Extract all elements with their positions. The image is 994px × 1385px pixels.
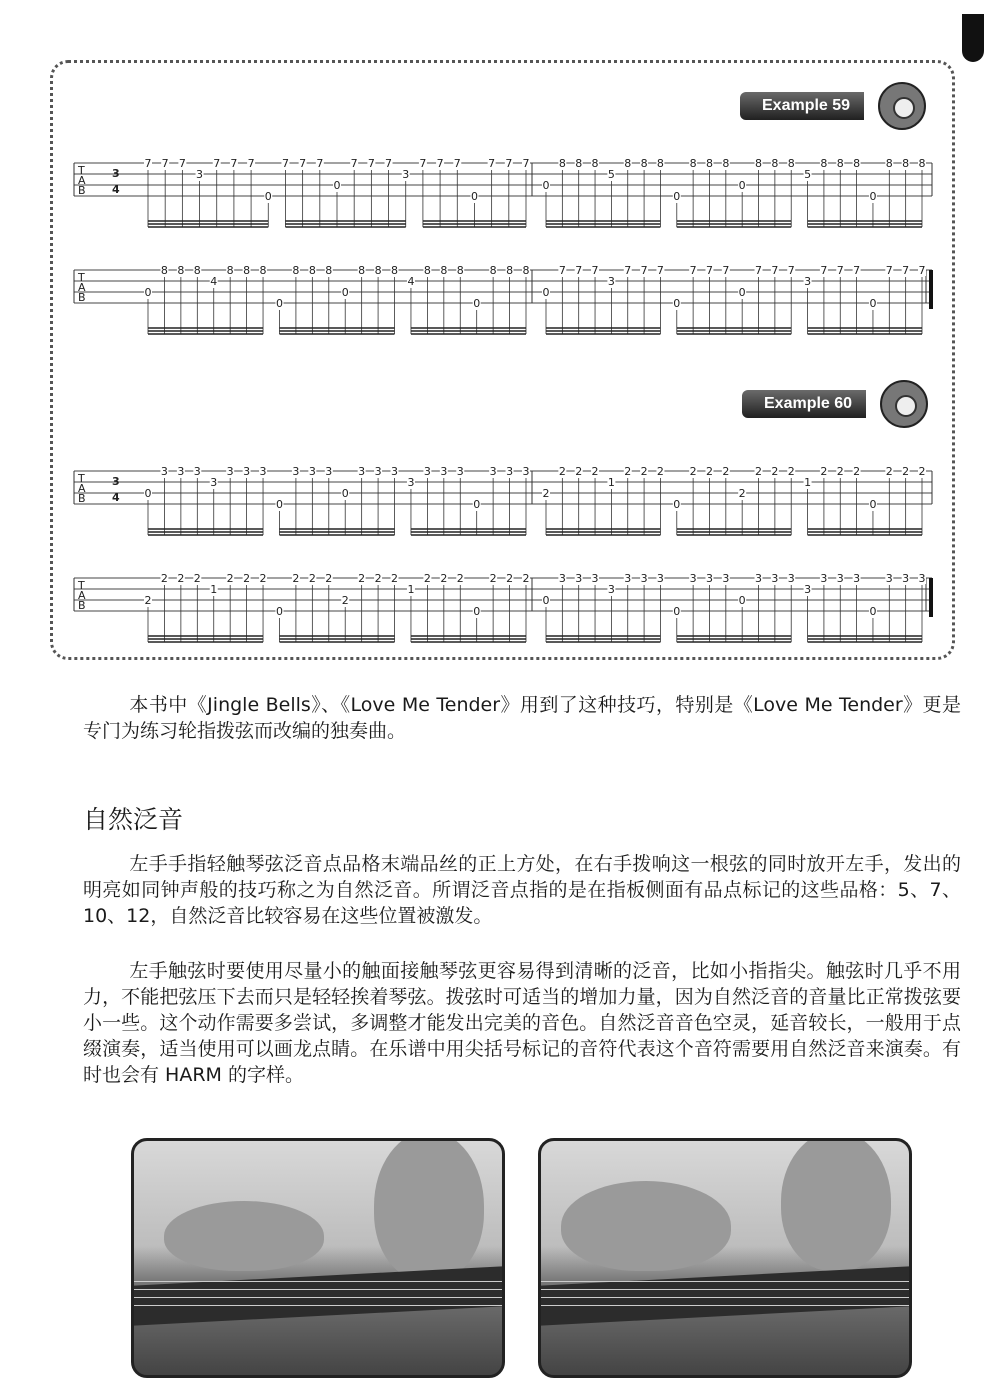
fret-number: 8 — [440, 264, 448, 277]
fret-number: 3 — [705, 572, 713, 585]
fret-number: 7 — [591, 264, 599, 277]
fret-number: 2 — [259, 572, 267, 585]
guitar-string — [134, 1281, 502, 1282]
fret-number: 7 — [213, 157, 221, 170]
fret-number: 3 — [292, 465, 300, 478]
fret-number: 2 — [341, 594, 349, 607]
fret-number: 0 — [341, 487, 349, 500]
fret-number: 2 — [853, 465, 861, 478]
tab-clef-letter: A — [78, 589, 86, 602]
fret-number: 0 — [738, 594, 746, 607]
fret-number: 8 — [885, 157, 893, 170]
fret-number: 0 — [275, 297, 283, 310]
fret-number: 8 — [558, 157, 566, 170]
fret-number: 8 — [193, 264, 201, 277]
final-barline — [929, 270, 933, 309]
fret-number: 2 — [558, 465, 566, 478]
fret-number: 3 — [160, 465, 168, 478]
fret-number: 3 — [358, 465, 366, 478]
fret-number: 7 — [771, 264, 779, 277]
fret-number: 7 — [505, 157, 513, 170]
fret-number: 0 — [673, 605, 681, 618]
fret-number: 0 — [275, 498, 283, 511]
fret-number: 0 — [869, 190, 877, 203]
fret-number: 2 — [358, 572, 366, 585]
right-hand-shape — [374, 1138, 484, 1281]
tab-system-1 — [70, 155, 940, 235]
fret-number: 3 — [177, 465, 185, 478]
photo-harmonic-left — [131, 1138, 505, 1378]
fret-number: 3 — [243, 465, 251, 478]
fret-number: 3 — [804, 583, 812, 596]
fret-number: 8 — [160, 264, 168, 277]
tab-clef-letter: A — [78, 174, 86, 187]
fret-number: 0 — [673, 498, 681, 511]
fret-number: 7 — [385, 157, 393, 170]
fret-number: 3 — [689, 572, 697, 585]
section-heading: 自然泛音 — [83, 805, 184, 834]
fret-number: 3 — [820, 572, 828, 585]
fret-number: 3 — [787, 572, 795, 585]
fret-number: 2 — [640, 465, 648, 478]
fret-number: 7 — [705, 264, 713, 277]
fret-number: 7 — [161, 157, 169, 170]
fret-number: 3 — [902, 572, 910, 585]
fret-number: 3 — [325, 465, 333, 478]
fret-number: 0 — [473, 605, 481, 618]
left-hand-shape — [561, 1181, 731, 1271]
fret-number: 3 — [656, 572, 664, 585]
fret-number: 2 — [243, 572, 251, 585]
fret-number: 3 — [722, 572, 730, 585]
fret-number: 7 — [316, 157, 324, 170]
fret-number: 2 — [391, 572, 399, 585]
fret-number: 3 — [506, 465, 514, 478]
fret-number: 8 — [722, 157, 730, 170]
fret-number: 3 — [402, 168, 410, 181]
time-sig-bottom: 4 — [112, 183, 120, 196]
fret-number: 2 — [656, 465, 664, 478]
example-60-badge — [742, 380, 952, 428]
fret-number: 8 — [226, 264, 234, 277]
fret-number: 7 — [902, 264, 910, 277]
fret-number: 8 — [391, 264, 399, 277]
fret-number: 8 — [325, 264, 333, 277]
example-60-label: Example 60 — [742, 390, 866, 418]
fret-number: 4 — [407, 275, 415, 288]
fret-number: 7 — [755, 264, 763, 277]
time-sig-top: 3 — [112, 475, 120, 488]
fret-number: 8 — [522, 264, 530, 277]
guitar-string — [541, 1297, 909, 1298]
fret-number: 8 — [423, 264, 431, 277]
fret-number: 7 — [178, 157, 186, 170]
fret-number: 2 — [456, 572, 464, 585]
fret-number: 0 — [869, 498, 877, 511]
example-59-badge — [740, 82, 950, 130]
fret-number: 3 — [374, 465, 382, 478]
fret-number: 2 — [738, 487, 746, 500]
fret-number: 7 — [522, 157, 530, 170]
fret-number: 7 — [689, 264, 697, 277]
fret-number: 3 — [489, 465, 497, 478]
fret-number: 2 — [771, 465, 779, 478]
fret-number: 7 — [656, 264, 664, 277]
fret-number: 3 — [607, 583, 615, 596]
fret-number: 3 — [407, 476, 415, 489]
guitar-string — [541, 1281, 909, 1282]
fret-number: 3 — [755, 572, 763, 585]
tab-system-4 — [70, 570, 940, 650]
fret-number: 2 — [144, 594, 152, 607]
guitar-string — [134, 1297, 502, 1298]
fret-number: 7 — [836, 264, 844, 277]
fret-number: 3 — [423, 465, 431, 478]
fret-number: 8 — [820, 157, 828, 170]
fret-number: 3 — [391, 465, 399, 478]
fret-number: 0 — [673, 190, 681, 203]
fret-number: 3 — [456, 465, 464, 478]
paragraph-1-text: 左手手指轻触琴弦泛音点品格末端品丝的正上方处，在右手拨响这一根弦的同时放开左手，发出的明亮如同钟声般的技巧称之为自然泛音。所谓泛音点指的是在指板侧面有品点标记的这些品格：5、7、10、12，自然泛音比较容易在这些位置被激发。 — [83, 853, 961, 927]
fret-number: 0 — [673, 297, 681, 310]
page-corner-tab — [962, 14, 984, 62]
fret-number: 7 — [624, 264, 632, 277]
fret-number: 1 — [407, 583, 415, 596]
fret-number: 8 — [902, 157, 910, 170]
fret-number: 2 — [160, 572, 168, 585]
fret-number: 3 — [558, 572, 566, 585]
guitar-neck — [541, 1266, 909, 1325]
fret-number: 8 — [358, 264, 366, 277]
fret-number: 0 — [333, 179, 341, 192]
fret-number: 3 — [607, 275, 615, 288]
film-reel-icon — [880, 380, 928, 428]
fret-number: 8 — [755, 157, 763, 170]
fret-number: 7 — [247, 157, 255, 170]
fret-number: 8 — [705, 157, 713, 170]
fret-number: 8 — [656, 157, 664, 170]
fret-number: 1 — [607, 476, 615, 489]
fret-number: 2 — [177, 572, 185, 585]
fret-number: 2 — [489, 572, 497, 585]
fret-number: 3 — [308, 465, 316, 478]
fret-number: 7 — [436, 157, 444, 170]
fret-number: 8 — [624, 157, 632, 170]
fret-number: 2 — [542, 487, 550, 500]
paragraph-2 — [83, 958, 961, 1088]
fret-number: 2 — [705, 465, 713, 478]
fret-number: 0 — [738, 286, 746, 299]
fret-number: 3 — [640, 572, 648, 585]
fret-number: 3 — [575, 572, 583, 585]
fret-number: 2 — [440, 572, 448, 585]
fret-number: 0 — [542, 594, 550, 607]
right-hand-shape — [781, 1138, 891, 1271]
fret-number: 0 — [738, 179, 746, 192]
fret-number: 7 — [918, 264, 926, 277]
guitar-neck — [134, 1266, 502, 1325]
fret-number: 2 — [787, 465, 795, 478]
fret-number: 3 — [853, 572, 861, 585]
fret-number: 3 — [226, 465, 234, 478]
fret-number: 2 — [193, 572, 201, 585]
fret-number: 8 — [853, 157, 861, 170]
fret-number: 3 — [804, 275, 812, 288]
fret-number: 8 — [689, 157, 697, 170]
fret-number: 0 — [542, 286, 550, 299]
fret-number: 2 — [522, 572, 530, 585]
fret-number: 5 — [607, 168, 615, 181]
guitar-string — [134, 1305, 502, 1306]
fret-number: 2 — [918, 465, 926, 478]
fret-number: 7 — [367, 157, 375, 170]
fret-number: 2 — [292, 572, 300, 585]
fret-number: 2 — [836, 465, 844, 478]
paragraph-2-text: 左手触弦时要使用尽量小的触面接触琴弦更容易得到清晰的泛音，比如小指指尖。触弦时几乎不用力，不能把弦压下去而只是轻轻挨着琴弦。拨弦时可适当的增加力量，因为自然泛音的音量比正常拨弦要小一些。这个动作需要多尝试，多调整才能发出完美的音色。自然泛音音色空灵，延音较长，一般用于点缀演奏，适当使用可以画龙点睛。在乐谱中用尖括号标记的音符代表这个音符需要用自然泛音来演奏。有时也会有 HARM 的字样。 — [83, 960, 961, 1086]
fret-number: 4 — [210, 275, 218, 288]
tab-clef-letter: B — [78, 599, 86, 612]
fret-number: 2 — [325, 572, 333, 585]
fret-number: 0 — [542, 179, 550, 192]
fret-number: 8 — [771, 157, 779, 170]
fret-number: 3 — [440, 465, 448, 478]
fret-number: 1 — [210, 583, 218, 596]
fret-number: 7 — [787, 264, 795, 277]
fret-number: 0 — [144, 286, 152, 299]
fret-number: 7 — [299, 157, 307, 170]
fret-number: 8 — [177, 264, 185, 277]
fret-number: 3 — [259, 465, 267, 478]
tab-clef-letter: T — [78, 164, 85, 177]
fret-number: 8 — [506, 264, 514, 277]
fret-number: 7 — [281, 157, 289, 170]
fret-number: 2 — [423, 572, 431, 585]
fret-number: 3 — [522, 465, 530, 478]
fret-number: 2 — [689, 465, 697, 478]
fret-number: 7 — [722, 264, 730, 277]
fret-number: 8 — [292, 264, 300, 277]
tab-clef-letter: A — [78, 482, 86, 495]
fret-number: 7 — [350, 157, 358, 170]
fret-number: 8 — [918, 157, 926, 170]
tab-clef-letter: T — [78, 271, 85, 284]
tab-clef-letter: T — [78, 472, 85, 485]
left-hand-shape — [164, 1201, 324, 1271]
tab-clef-letter: B — [78, 492, 86, 505]
fret-number: 8 — [575, 157, 583, 170]
fret-number: 3 — [624, 572, 632, 585]
fret-number: 3 — [193, 465, 201, 478]
fret-number: 7 — [558, 264, 566, 277]
paragraph-1 — [83, 851, 961, 929]
fret-number: 3 — [918, 572, 926, 585]
tab-clef-letter: B — [78, 184, 86, 197]
fret-number: 2 — [575, 465, 583, 478]
fret-number: 8 — [259, 264, 267, 277]
tab-clef-letter: A — [78, 281, 86, 294]
fret-number: 0 — [341, 286, 349, 299]
fret-number: 7 — [144, 157, 152, 170]
fret-number: 7 — [853, 264, 861, 277]
intro-text: 本书中《Jingle Bells》、《Love Me Tender》用到了这种技巧，特别是《Love Me Tender》更是专门为练习轮指拨弦而改编的独奏曲。 — [83, 694, 961, 742]
fret-number: 2 — [624, 465, 632, 478]
fret-number: 0 — [275, 605, 283, 618]
fret-number: 3 — [210, 476, 218, 489]
fret-number: 0 — [470, 190, 478, 203]
final-barline — [929, 578, 933, 617]
fret-number: 7 — [820, 264, 828, 277]
fret-number: 0 — [473, 297, 481, 310]
tab-system-3 — [70, 463, 940, 543]
fret-number: 7 — [419, 157, 427, 170]
tab-clef-letter: B — [78, 291, 86, 304]
fret-number: 0 — [264, 190, 272, 203]
fret-number: 8 — [591, 157, 599, 170]
fret-number: 2 — [506, 572, 514, 585]
fret-number: 7 — [453, 157, 461, 170]
fret-number: 2 — [820, 465, 828, 478]
fret-number: 0 — [869, 605, 877, 618]
photo-harmonic-right — [538, 1138, 912, 1378]
example-59-label: Example 59 — [740, 92, 864, 120]
fret-number: 2 — [374, 572, 382, 585]
fret-number: 8 — [489, 264, 497, 277]
intro-paragraph — [83, 692, 961, 744]
fret-number: 3 — [836, 572, 844, 585]
fret-number: 0 — [869, 297, 877, 310]
fret-number: 8 — [787, 157, 795, 170]
fret-number: 0 — [473, 498, 481, 511]
guitar-string — [134, 1289, 502, 1290]
fret-number: 7 — [575, 264, 583, 277]
fret-number: 2 — [591, 465, 599, 478]
fret-number: 7 — [885, 264, 893, 277]
time-sig-top: 3 — [112, 167, 120, 180]
fret-number: 3 — [771, 572, 779, 585]
fret-number: 2 — [755, 465, 763, 478]
guitar-string — [541, 1305, 909, 1306]
fret-number: 8 — [374, 264, 382, 277]
fret-number: 2 — [226, 572, 234, 585]
fret-number: 3 — [885, 572, 893, 585]
fret-number: 2 — [308, 572, 316, 585]
fret-number: 8 — [243, 264, 251, 277]
fret-number: 5 — [804, 168, 812, 181]
fret-number: 3 — [591, 572, 599, 585]
fret-number: 2 — [722, 465, 730, 478]
fret-number: 3 — [196, 168, 204, 181]
film-reel-icon — [878, 82, 926, 130]
fret-number: 0 — [144, 487, 152, 500]
time-sig-bottom: 4 — [112, 491, 120, 504]
fret-number: 8 — [456, 264, 464, 277]
guitar-string — [541, 1289, 909, 1290]
tab-system-2 — [70, 262, 940, 342]
fret-number: 7 — [488, 157, 496, 170]
tab-clef-letter: T — [78, 579, 85, 592]
fret-number: 8 — [836, 157, 844, 170]
fret-number: 1 — [804, 476, 812, 489]
fret-number: 7 — [230, 157, 238, 170]
fret-number: 8 — [308, 264, 316, 277]
fret-number: 2 — [885, 465, 893, 478]
fret-number: 7 — [640, 264, 648, 277]
fret-number: 2 — [902, 465, 910, 478]
fret-number: 8 — [640, 157, 648, 170]
